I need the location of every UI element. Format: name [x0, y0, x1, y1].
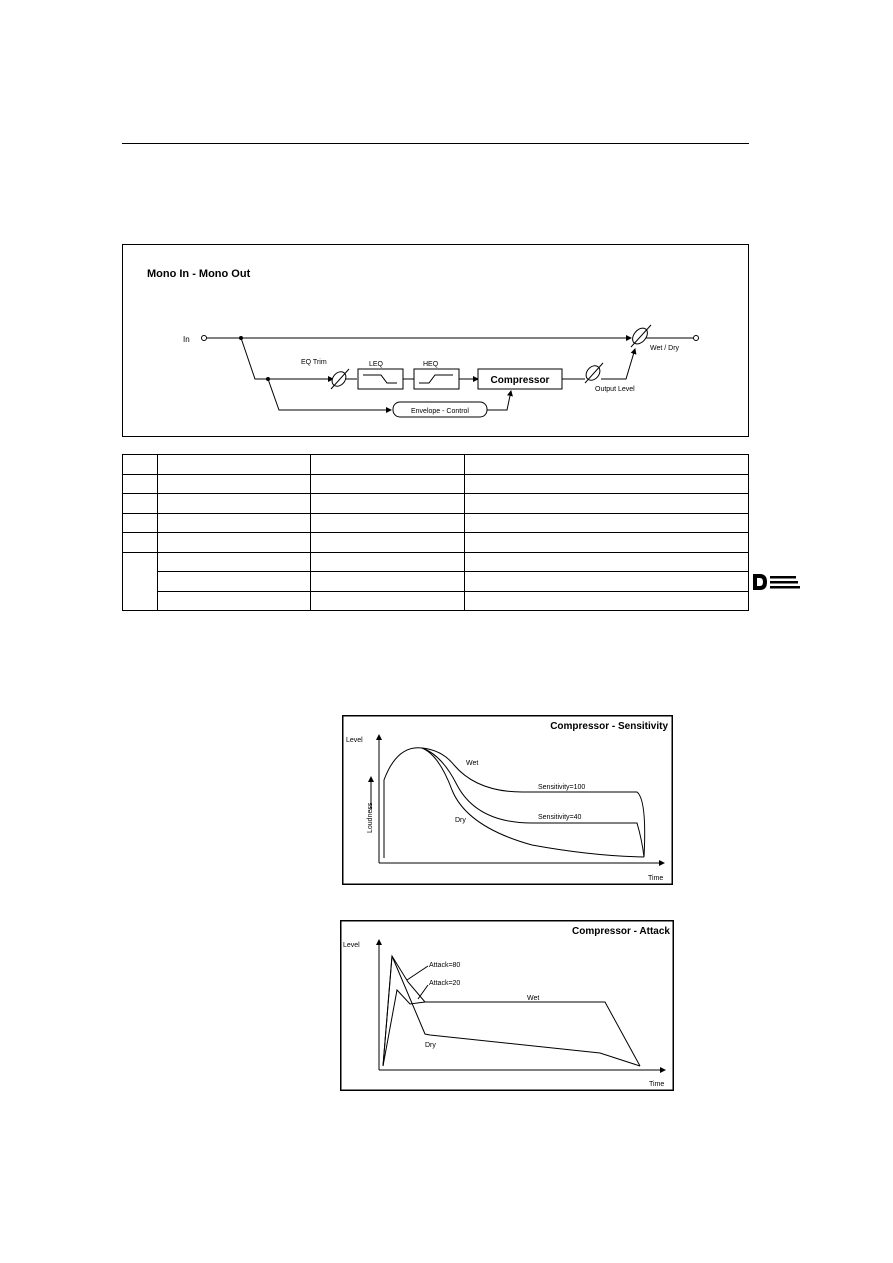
- input-terminal: [202, 336, 207, 341]
- output-terminal: [694, 336, 699, 341]
- table-cell: [123, 494, 158, 514]
- dry-label: Dry: [425, 1042, 436, 1049]
- table-cell: [311, 494, 465, 514]
- table-cell: [311, 552, 465, 572]
- parameter-table: [122, 454, 749, 611]
- table-cell: [158, 591, 311, 611]
- input-label: In: [183, 335, 190, 344]
- header-rule: [122, 143, 749, 144]
- attack-20-label: Attack=20: [429, 980, 461, 987]
- table-cell: [158, 455, 311, 475]
- table-cell: [158, 572, 311, 592]
- wet-label: Wet: [466, 760, 479, 767]
- diagram-title: Mono In - Mono Out: [147, 268, 251, 280]
- sensitivity-100-label: Sensitivity=100: [538, 784, 586, 791]
- table-cell: [465, 533, 749, 553]
- table-cell: [158, 533, 311, 553]
- table-cell: [465, 455, 749, 475]
- loudness-label: Loudness: [367, 802, 374, 833]
- output-level-knob-icon: [583, 363, 603, 383]
- sensitivity-40-label: Sensitivity=40: [538, 814, 582, 821]
- leq-filter-icon: [358, 369, 403, 389]
- graph-title: Compressor - Sensitivity: [550, 721, 668, 732]
- table-row: [123, 552, 749, 572]
- table-cell: [123, 533, 158, 553]
- table-cell: [465, 474, 749, 494]
- table-cell: [311, 533, 465, 553]
- compressor-label: Compressor: [490, 375, 550, 386]
- table-cell: [158, 513, 311, 533]
- table-cell: [158, 552, 311, 572]
- table-cell: [311, 591, 465, 611]
- y-axis-label: Level: [343, 942, 360, 949]
- control-path: [487, 391, 511, 410]
- table-cell: [465, 513, 749, 533]
- attack-80-label: Attack=80: [429, 962, 461, 969]
- table-cell: [465, 552, 749, 572]
- table-cell: [311, 474, 465, 494]
- dry-label: Dry: [455, 817, 466, 824]
- table-row: [123, 474, 749, 494]
- table-cell: [311, 513, 465, 533]
- sensitivity-graph: [342, 715, 673, 885]
- table-row: [123, 533, 749, 553]
- y-axis-label: Level: [346, 737, 363, 744]
- table-cell: [123, 474, 158, 494]
- table-cell: [311, 572, 465, 592]
- table-row: [123, 494, 749, 514]
- table-cell: [311, 455, 465, 475]
- table-row: [123, 513, 749, 533]
- signal-flow-diagram: [122, 244, 749, 437]
- wet-dry-label: Wet / Dry: [650, 345, 680, 352]
- table-cell: [465, 494, 749, 514]
- table-cell: [158, 494, 311, 514]
- eq-trim-label: EQ Trim: [301, 359, 327, 366]
- table-cell: [158, 474, 311, 494]
- graph-frame: [341, 921, 674, 1091]
- table-cell: [123, 552, 158, 611]
- wet-return-path: [601, 349, 635, 379]
- attack-graph: [340, 920, 674, 1091]
- table-cell: [465, 572, 749, 592]
- graph-frame: [343, 716, 673, 885]
- heq-filter-icon: [414, 369, 459, 389]
- output-level-label: Output Level: [595, 386, 635, 393]
- table-row: [123, 572, 749, 592]
- table-row: [123, 455, 749, 475]
- dmod-icon: [752, 571, 802, 593]
- heq-label: HEQ: [423, 361, 439, 368]
- leq-label: LEQ: [369, 361, 384, 368]
- table-cell: [123, 455, 158, 475]
- wet-label: Wet: [527, 995, 540, 1002]
- x-axis-label: Time: [648, 875, 664, 882]
- table-row: [123, 591, 749, 611]
- wet-dry-knob-icon: [630, 325, 651, 347]
- graph-title: Compressor - Attack: [572, 926, 670, 937]
- table-cell: [465, 591, 749, 611]
- envelope-control-label: Envelope - Control: [411, 408, 469, 415]
- table-cell: [123, 513, 158, 533]
- x-axis-label: Time: [649, 1081, 665, 1088]
